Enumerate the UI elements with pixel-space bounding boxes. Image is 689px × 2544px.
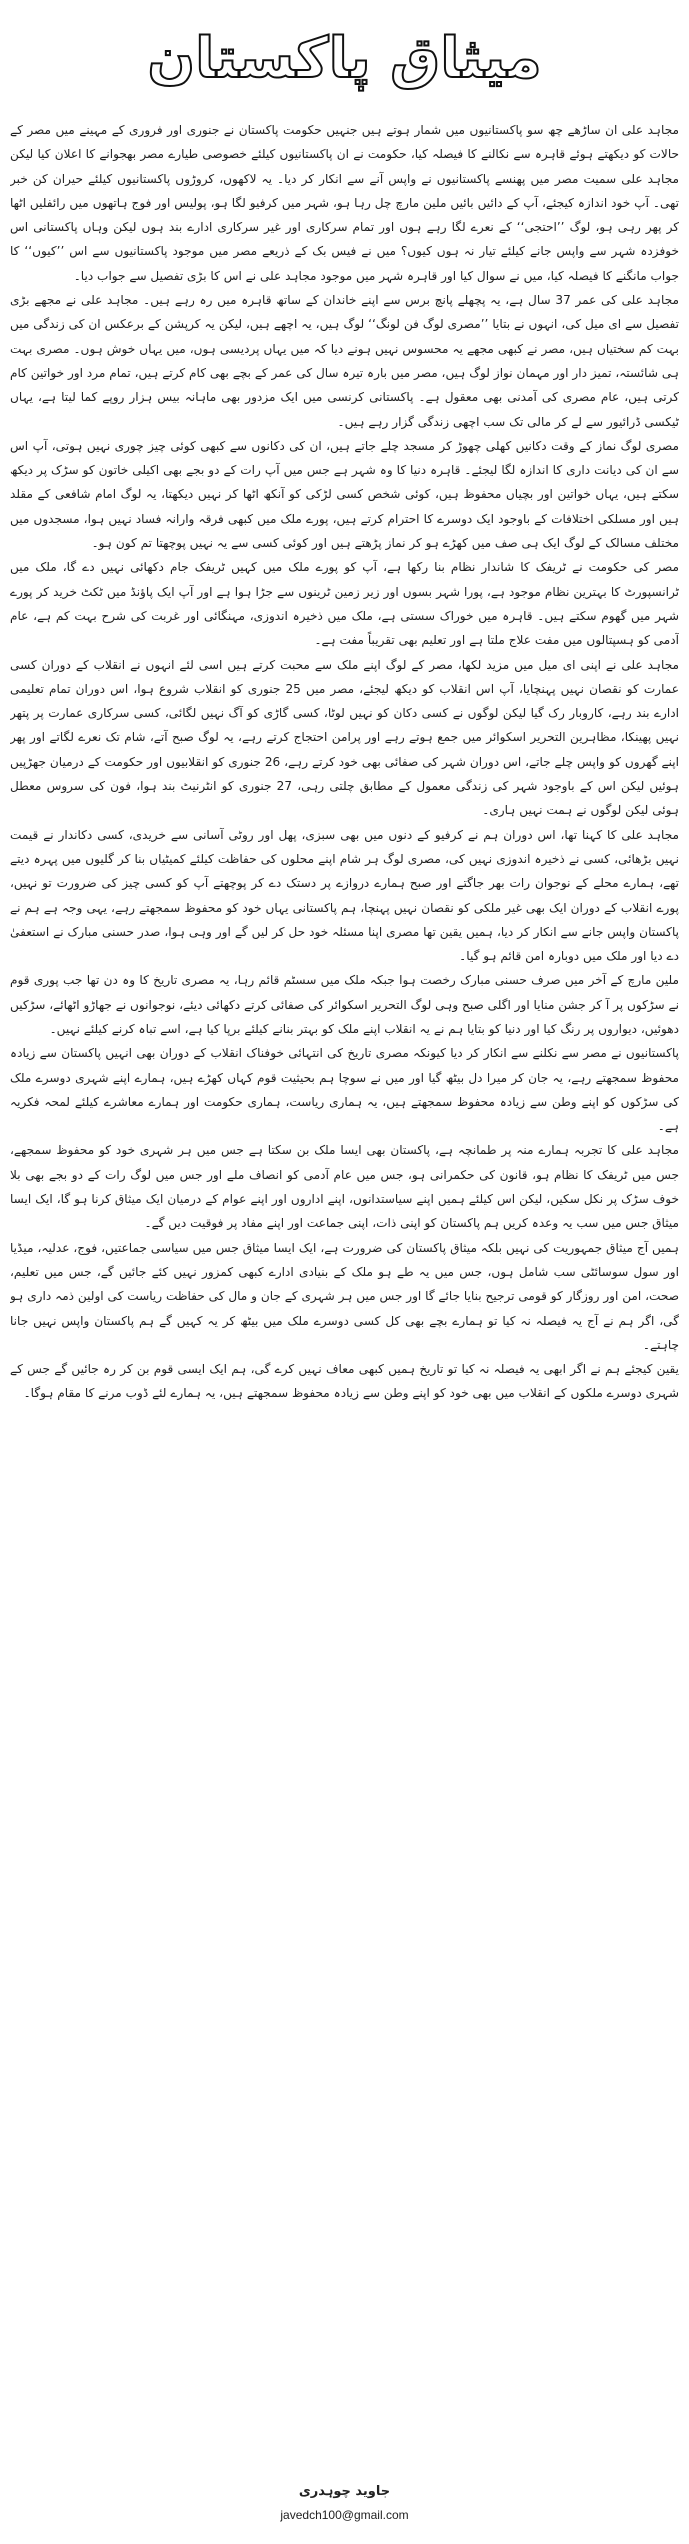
author-email[interactable]: javedch100@gmail.com xyxy=(280,2508,409,2522)
title-banner xyxy=(0,10,689,108)
paragraph: مجاہد علی کی عمر 37 سال ہے، یہ پچھلے پانچ برس سے اپنے خاندان کے ساتھ قاہرہ میں رہ رہے ہیں۔ مجاہد علی نے مجھے بڑی تفصیل سے ای میل کی، انہوں نے بتایا ’’مصری لوگ فن لونگ‘‘ لوگ ہیں، یہ اچھے ہیں، لیکن یہ کرپشن کے برعکس ان کی زندگی میں بہت کم سختیاں ہیں، مصر نے کبھی مجھے یہ محسوس نہیں ہونے دیا کہ میں یہاں پردیسی ہوں، میں یہاں خوش ہوں۔ مصری بہت ہی شائستہ، تمیز دار اور مہمان نواز لوگ ہیں، مصر میں بارہ تیرہ سال کی عمر کے بچے بھی کام کرتے ہیں، تمام مرد اور خواتین کام کرتی ہیں، عام مصری کی آمدنی بھی معقول ہے۔ پاکستانی کرنسی میں ایک مزدور بھی ماہانہ بیس ہزار روپے کما لیتا ہے، یہاں ٹیکسی ڈرائیور سے لے کر مالی تک سب اچھی زندگی گزار رہے ہیں۔ xyxy=(10,293,679,429)
paragraph: مجاہد علی نے اپنی ای میل میں مزید لکھا، مصر کے لوگ اپنے ملک سے محبت کرتے ہیں اسی لئے انہوں نے انقلاب کے دوران کسی عمارت کو نقصان نہیں پہنچایا، آپ اس انقلاب کو دیکھ لیجئے، مصر میں 25 جنوری کو انقلاب شروع ہوا، اس دوران تمام تعلیمی ادارے بند رہے، کاروبار رک گیا لیکن لوگوں نے کسی دکان کو نہیں لوٹا، کسی گاڑی کو آگ نہیں لگائی، کسی سرکاری عمارت پر پتھر نہیں پھینکا، مظاہرین التحریر اسکوائر میں جمع ہوتے رہے اور پرامن احتجاج کرتے رہے، یہ لوگ صبح آتے، شام تک نعرے لگاتے اور پھر اپنے گھروں کو واپس چلے جاتے، اس دوران شہر کی صفائی بھی خود کرتے رہے، 26 جنوری کو انقلابیوں اور حکومت کے درمیان جھڑپیں ہوئیں لیکن اس کے باوجود شہر کی زندگی معمول کے مطابق چلتی رہی، 27 جنوری کو انٹرنیٹ بند ہوا، فون کی سروس معطل ہوئی لیکن لوگوں نے ہمت نہیں ہاری۔ xyxy=(10,657,679,818)
paragraph: مجاہد علی کا تجربہ ہمارے منہ پر طمانچہ ہے، پاکستان بھی ایسا ملک بن سکتا ہے جس میں ہر شہری خود کو محفوظ سمجھے، جس میں ٹریفک کا نظام ہو، قانون کی حکمرانی ہو، جس میں عام آدمی کو انصاف ملے اور جس میں لوگ رات کے دو بجے بھی بلا خوف سڑک پر نکل سکیں، لیکن اس کیلئے ہمیں اپنے سیاستدانوں، اپنے اداروں اور اپنے عوام کے درمیان ایک میثاق کرنا ہو گا، ایک ایسا میثاق جس میں سب یہ وعدہ کریں ہم پاکستان کو اپنی ذات، اپنی جماعت اور اپنے مفاد پر فوقیت دیں گے۔ xyxy=(10,1143,679,1231)
article-body xyxy=(10,118,679,2450)
paragraph: مصری لوگ نماز کے وقت دکانیں کھلی چھوڑ کر مسجد چلے جاتے ہیں، ان کی دکانوں سے کبھی کوئی چیز چوری نہیں ہوتی، آپ اس سے ان کی دیانت داری کا اندازہ لگا لیجئے۔ قاہرہ دنیا کا وہ شہر ہے جس میں آپ رات کے دو بجے بھی اکیلی خاتون کو سڑک پر دیکھ سکتے ہیں، یہاں خواتین اور بچیاں محفوظ ہیں، کوئی شخص کسی لڑکی کو آنکھ اٹھا کر نہیں دیکھتا، یہ لوگ امام شافعی کے مقلد ہیں اور مسلکی اختلافات کے باوجود ایک دوسرے کا احترام کرتے ہیں، پورے ملک میں کبھی فرقہ وارانہ فساد نہیں ہوا، مسجدوں میں مختلف مسالک کے لوگ ایک ہی صف میں کھڑے ہو کر نماز پڑھتے ہیں اور کوئی کسی سے یہ نہیں پوچھتا تم کون ہو۔ xyxy=(10,438,679,551)
paragraph: پاکستانیوں نے مصر سے نکلنے سے انکار کر دیا کیونکہ مصری تاریخ کی انتہائی خوفناک انقلاب کے دوران بھی انہیں پاکستان سے زیادہ محفوظ سمجھتے رہے، یہ جان کر میرا دل بیٹھ گیا اور میں نے سوچا ہم بحیثیت قوم کہاں کھڑے ہیں، ہمارے اپنے شہری دوسرے ملک کی سڑکوں کو اپنے وطن سے زیادہ محفوظ سمجھتے ہیں، یہ ہماری ریاست، ہماری حکومت اور ہمارے معاشرے کیلئے لمحہ فکریہ ہے۔ xyxy=(10,1046,679,1134)
paragraph: ملین مارچ کے آخر میں صرف حسنی مبارک رخصت ہوا جبکہ ملک میں سسٹم قائم رہا، یہ مصری تاریخ کا وہ دن تھا جب پوری قوم نے سڑکوں پر آ کر جشن منایا اور اگلی صبح وہی لوگ التحریر اسکوائر کی صفائی کرتے دکھائی دیئے، نوجوانوں نے جھاڑو اٹھائے، سڑکیں دھوئیں، دیواروں پر رنگ کیا اور دنیا کو بتایا ہم نے یہ انقلاب اپنے ملک کو بہتر بنانے کیلئے برپا کیا ہے، اسے تباہ کرنے کیلئے نہیں۔ xyxy=(10,973,679,1036)
paragraph: مجاہد علی ان ساڑھے چھ سو پاکستانیوں میں شمار ہوتے ہیں جنہیں حکومت پاکستان نے جنوری اور فروری کے مہینے میں مصر کے حالات کو دیکھتے ہوئے قاہرہ سے نکالنے کا فیصلہ کیا، حکومت نے ان پاکستانیوں کیلئے خصوصی طیارے مصر بھجوانے کا اعلان کیا لیکن مجاہد علی سمیت مصر میں پھنسے پاکستانیوں نے واپس آنے سے انکار کر دیا۔ یہ لاکھوں، کروڑوں پاکستانیوں کیلئے حیران کن خبر تھی۔ آپ خود اندازہ کیجئے، آپ کے دائیں بائیں ملین مارچ چل رہا ہو، شہر میں کرفیو لگا ہو، پولیس اور فوج ہاتھوں میں رائفلیں اٹھا کر پھر رہی ہو، لوگ ’’احتجی‘‘ کے نعرے لگا رہے ہوں اور تمام سرکاری اور غیر سرکاری ادارے بند ہوں لیکن وہاں پاکستانی اس خوفزدہ شہر سے واپس جانے کیلئے تیار نہ ہوں کیوں؟ میں نے فیس بک کے ذریعے مصر میں موجود پاکستانیوں سے اس ’’کیوں‘‘ کا جواب مانگنے کا فیصلہ کیا، میں نے سوال کیا اور قاہرہ شہر میں موجود مجاہد علی نے اس کا بڑی تفصیل سے جواب دیا۔ xyxy=(10,123,679,283)
paragraph: مصر کی حکومت نے ٹریفک کا شاندار نظام بنا رکھا ہے، آپ کو پورے ملک میں کہیں ٹریفک جام دکھائی نہیں دے گا، ملک میں ٹرانسپورٹ کا بہترین نظام موجود ہے، پورا شہر بسوں اور زیر زمین ٹرینوں سے جڑا ہوا ہے اور آپ ایک پاؤنڈ میں ٹکٹ خرید کر پورے شہر میں گھوم سکتے ہیں۔ قاہرہ میں خوراک سستی ہے، ملک میں ذخیرہ اندوزی، مہنگائی اور غربت کی شرح بہت کم ہے، عام آدمی کو ہسپتالوں میں مفت علاج ملتا ہے اور تعلیم بھی تقریباً مفت ہے۔ xyxy=(10,560,679,648)
paragraph: مجاہد علی کا کہنا تھا، اس دوران ہم نے کرفیو کے دنوں میں بھی سبزی، پھل اور روٹی آسانی سے خریدی، کسی دکاندار نے قیمت نہیں بڑھائی، کسی نے ذخیرہ اندوزی نہیں کی، مصری لوگ ہر شام اپنے محلوں کی حفاظت کیلئے کمیٹیاں بنا کر گلیوں میں پہرہ دیتے تھے، ہمارے محلے کے نوجوان رات بھر جاگتے اور صبح ہمارے دروازے پر دستک دے کر پوچھتے آپ کو کسی چیز کی ضرورت تو نہیں، پورے انقلاب کے دوران ایک بھی غیر ملکی کو نقصان نہیں پہنچا، ہم پاکستانی یہاں خود کو محفوظ سمجھتے رہے، یہی وجہ ہے ہم نے پاکستان واپس جانے سے انکار کر دیا، ہمیں یقین تھا مصری اپنا مسئلہ خود حل کر لیں گے اور وہی ہوا، صدر حسنی مبارک نے استعفیٰ دے دیا اور ملک میں دوبارہ امن قائم ہو گیا۔ xyxy=(10,827,679,964)
article-title: میثاق پاکستان xyxy=(147,26,542,91)
paragraph: ہمیں آج میثاق جمہوریت کی نہیں بلکہ میثاق پاکستان کی ضرورت ہے، ایک ایسا میثاق جس میں سیاسی جماعتیں، فوج، عدلیہ، میڈیا اور سول سوسائٹی سب شامل ہوں، جس میں یہ طے ہو ملک کے بنیادی ادارے کبھی کمزور نہیں کئے جائیں گے، جس میں تعلیم، صحت، امن اور روزگار کو قومی ترجیح بنایا جائے گا اور جس میں ہر شہری کے جان و مال کی حفاظت ریاست کی اولین ذمہ داری ہو گی، اگر ہم نے آج یہ فیصلہ نہ کیا تو ہمارے بچے بھی کل کسی دوسرے ملک میں بیٹھ کر یہ کہیں گے ہم پاکستان واپس نہیں جانا چاہتے۔ xyxy=(10,1240,679,1352)
paragraph: یقین کیجئے ہم نے اگر ابھی یہ فیصلہ نہ کیا تو تاریخ ہمیں کبھی معاف نہیں کرے گی، ہم ایک ایسی قوم بن کر رہ جائیں گے جس کے شہری دوسرے ملکوں کے انقلاب میں بھی خود کو اپنے وطن سے زیادہ محفوظ سمجھتے ہیں، یہ ہمارے لئے ڈوب مرنے کا مقام ہوگا۔ xyxy=(10,1362,679,1401)
author-name: جاوید چوہدری xyxy=(298,2484,391,2499)
